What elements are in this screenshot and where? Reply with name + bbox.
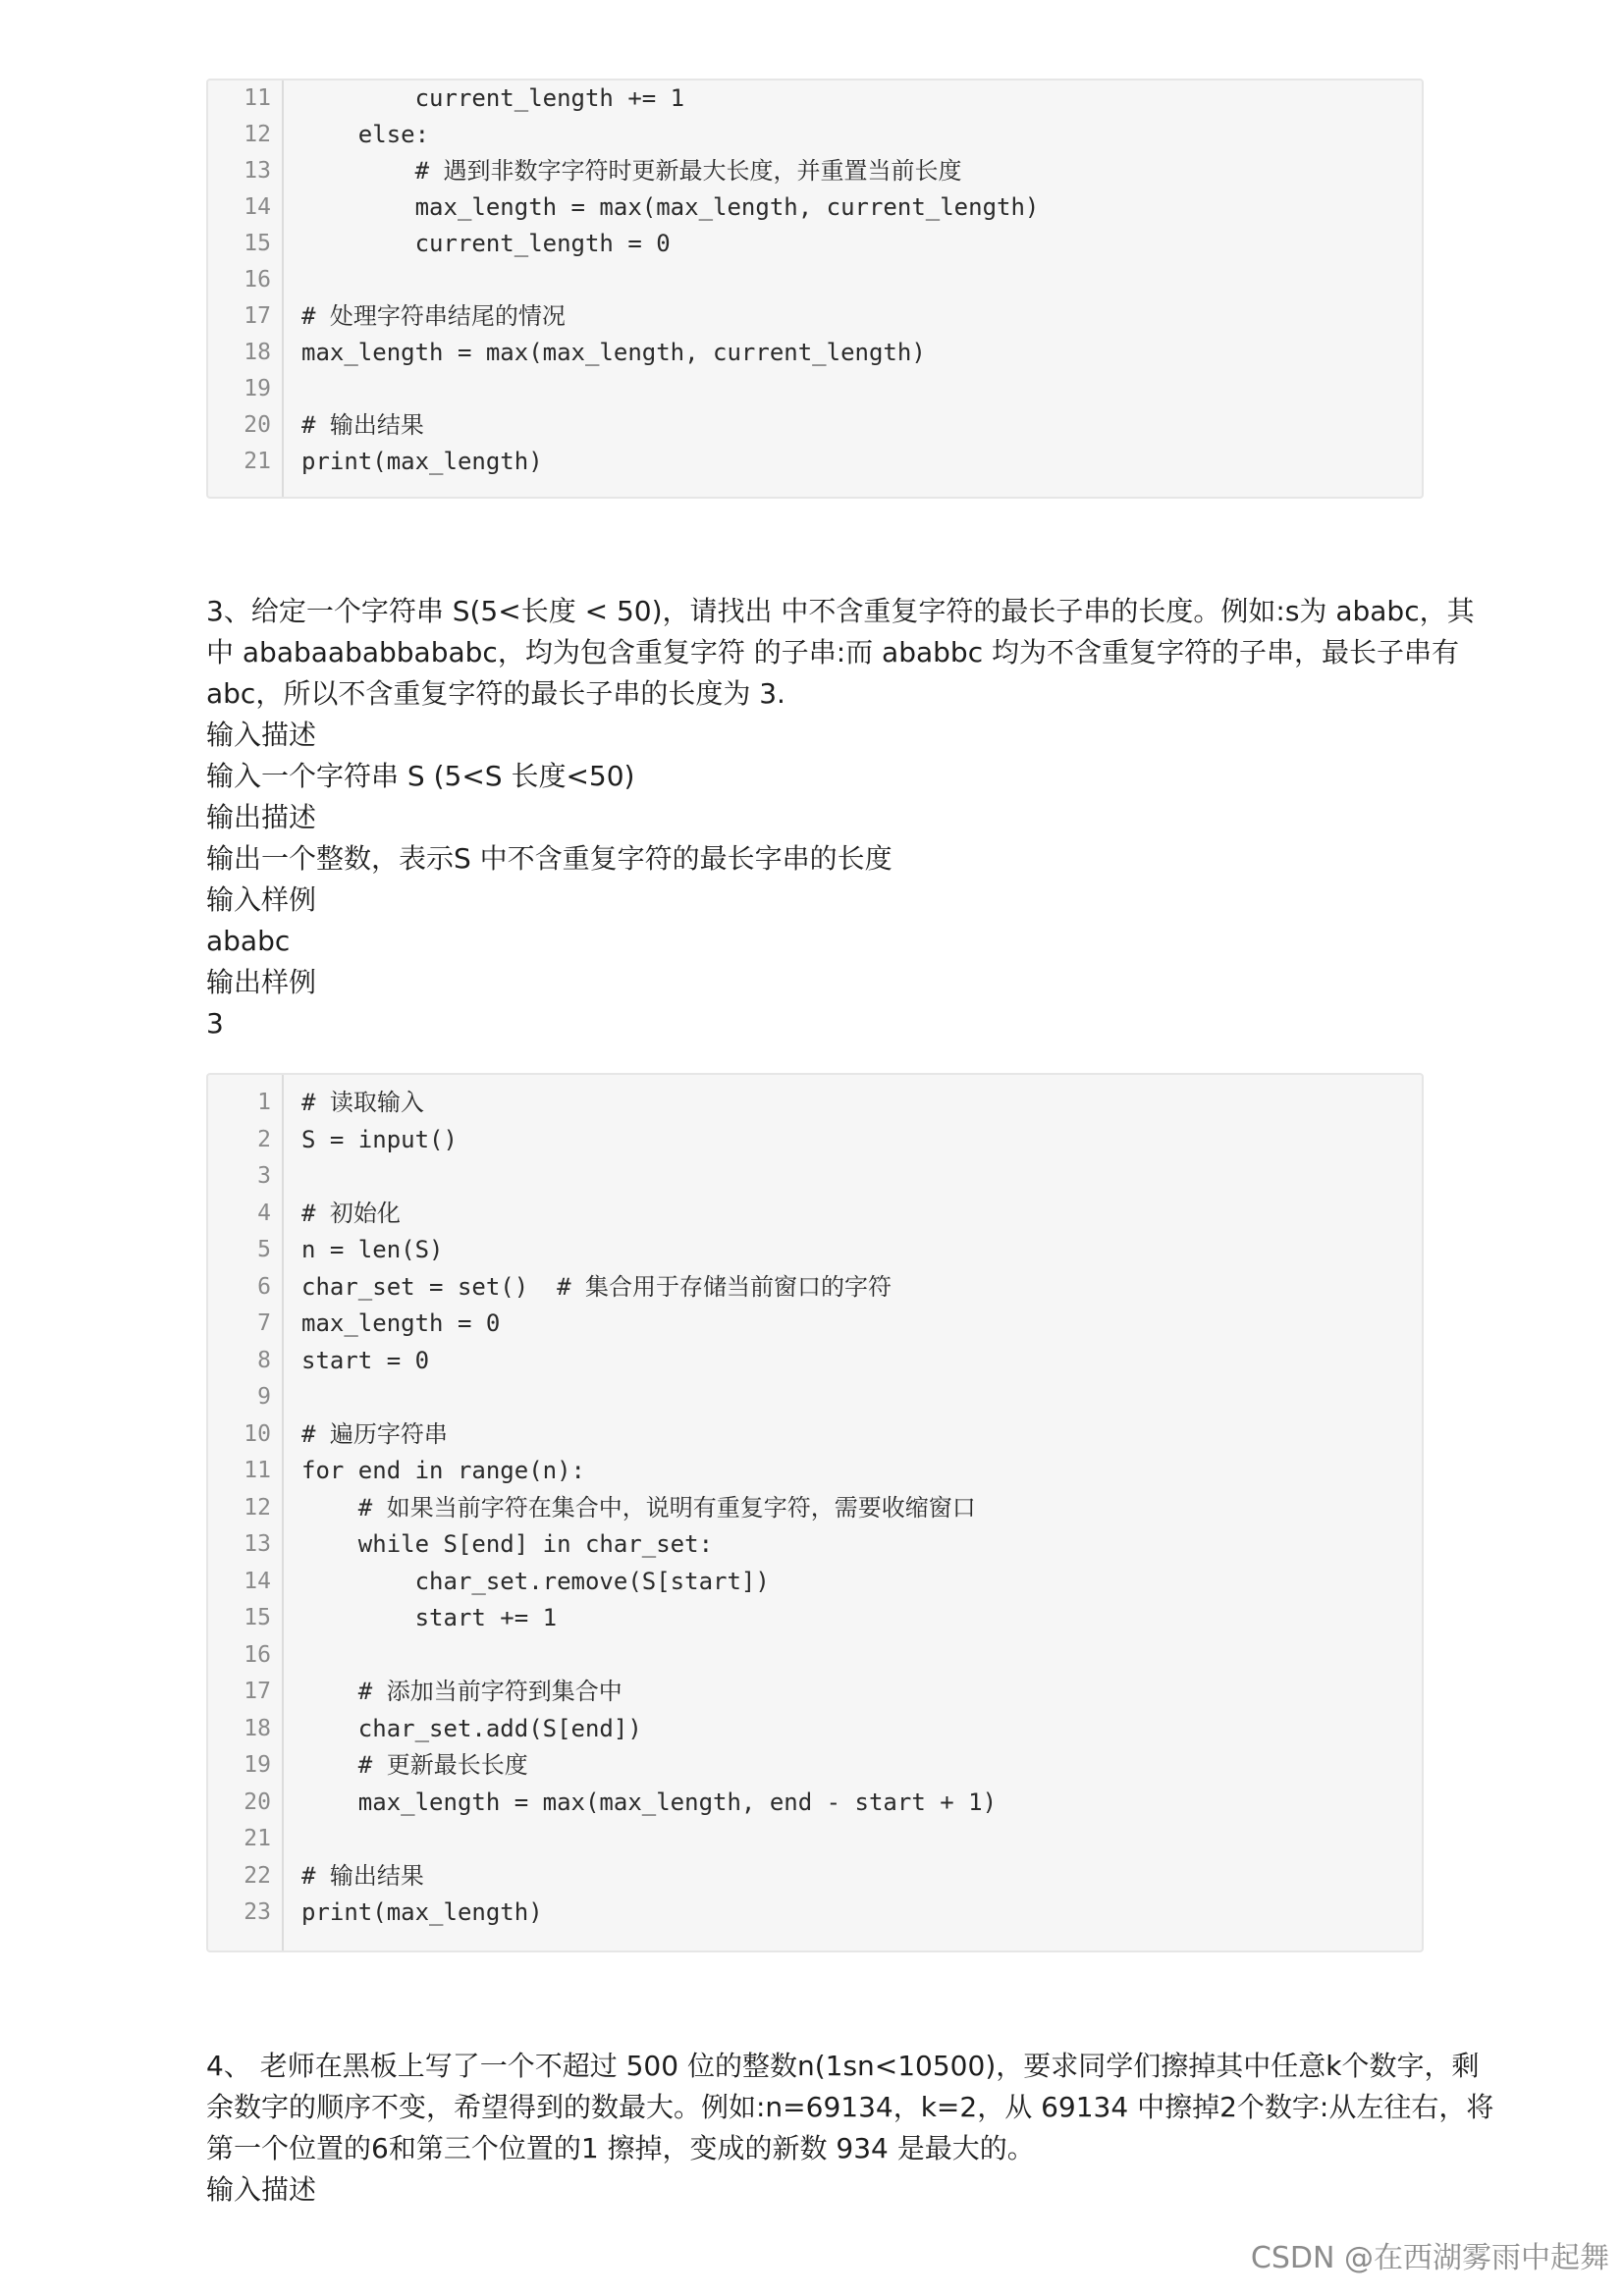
section-heading-input: 输入描述 [206,719,317,751]
line-number: 3 [257,1163,271,1189]
paragraph-line: 输入一个字符串 S (5<S 长度<50) [206,760,635,792]
section-heading-input-sample: 输入样例 [206,883,317,916]
line-number: 13 [243,1531,271,1557]
line-number: 15 [243,1605,271,1630]
line-number: 17 [243,303,271,329]
line-number: 6 [257,1273,271,1300]
code-text: max_length = 0 [301,1309,501,1337]
problem-4-text [206,2046,1494,2211]
line-number: 11 [243,85,271,111]
code-text: # 输出结果 [301,1861,424,1890]
sample-output: 3 [206,1007,224,1040]
line-number-gutter [282,1075,284,1950]
line-number: 13 [243,158,271,184]
line-number: 16 [243,267,271,293]
section-heading-input: 输入描述 [206,2173,317,2206]
paragraph-line: 第一个位置的6和第三个位置的1 擦掉，变成的新数 934 是最大的。 [206,2132,1035,2164]
line-number: 23 [243,1899,271,1925]
code-text: # 更新最长长度 [301,1751,528,1779]
code-text: # 遇到非数字字符时更新最大长度，并重置当前长度 [301,157,962,185]
code-text: current_length = 0 [301,230,671,257]
line-number: 2 [257,1126,271,1152]
code-text: # 如果当前字符在集合中，说明有重复字符，需要收缩窗口 [301,1493,976,1522]
code-text: while S[end] in char_set: [301,1530,714,1558]
line-number: 1 [257,1090,271,1115]
code-block-2 [206,1073,1424,1952]
line-number: 11 [243,1458,271,1483]
code-text: # 处理字符串结尾的情况 [301,302,566,330]
section-heading-output-sample: 输出样例 [206,966,317,998]
code-text: n = len(S) [301,1236,444,1263]
line-number: 16 [243,1641,271,1668]
line-number: 9 [257,1384,271,1410]
line-number: 4 [257,1200,271,1226]
line-number: 8 [257,1347,271,1373]
code-text: print(max_length) [301,1898,543,1926]
line-number: 21 [243,1826,271,1851]
sample-input: ababc [206,925,291,957]
paragraph-line: 中 ababaababbababc，均为包含重复字符 的子串:而 ababbc 均为不含重复字符的子串，最长子串有 [206,636,1459,668]
code-text: current_length += 1 [301,84,685,112]
code-text: S = input() [301,1125,458,1153]
code-text: char_set = set() # 集合用于存储当前窗口的字符 [301,1272,892,1301]
line-number: 14 [243,194,271,220]
code-text: # 输出结果 [301,411,424,439]
line-number: 15 [243,231,271,256]
paragraph-line: 输出一个整数，表示S 中不含重复字符的最长字串的长度 [206,842,893,875]
code-text: char_set.remove(S[start]) [301,1567,770,1595]
code-block-1 [206,79,1424,499]
problem-3-text [206,591,1475,1044]
line-number: 12 [243,1494,271,1521]
code-text: # 初始化 [301,1199,401,1227]
line-number: 21 [243,449,271,474]
csdn-watermark: CSDN @在西湖雾雨中起舞 [1250,2241,1609,2275]
line-number: 18 [243,340,271,365]
paragraph-line: abc，所以不含重复字符的最长子串的长度为 3. [206,677,785,710]
paragraph-line: 4、 老师在黑板上写了一个不超过 500 位的整数n(1sn<10500)，要求同学们擦掉其中任意k个数字，剩 [206,2050,1480,2082]
line-number: 19 [243,1752,271,1778]
code-text: start = 0 [301,1346,430,1374]
code-text: max_length = max(max_length, end - start + 1) [301,1788,998,1816]
section-heading-output: 输出描述 [206,801,317,833]
code-text: max_length = max(max_length, current_length) [301,339,926,366]
code-text: # 读取输入 [301,1089,424,1116]
line-number: 10 [243,1420,271,1447]
code-text: # 添加当前字符到集合中 [301,1678,622,1705]
line-number: 19 [243,376,271,401]
line-number: 20 [243,1789,271,1815]
line-number: 18 [243,1715,271,1741]
paragraph-line: 余数字的顺序不变，希望得到的数最大。例如:n=69134，k=2，从 69134 中擦掉2个数字:从左往右，将 [206,2091,1494,2123]
line-number: 7 [257,1310,271,1336]
line-number: 12 [243,122,271,147]
code-text: char_set.add(S[end]) [301,1714,642,1742]
paragraph-line: 3、给定一个字符串 S(5<长度 < 50)，请找出 中不含重复字符的最长子串的长度。例如:s为 ababc，其 [206,595,1475,627]
code-text: else: [301,121,430,148]
code-text: start += 1 [301,1604,558,1631]
line-number: 20 [243,412,271,438]
code-text: # 遍历字符串 [301,1419,448,1448]
line-number: 17 [243,1679,271,1704]
line-number: 5 [257,1237,271,1262]
code-text: print(max_length) [301,448,543,475]
line-number-gutter [282,80,284,497]
code-text: max_length = max(max_length, current_length) [301,193,1040,221]
line-number: 22 [243,1862,271,1889]
line-number: 14 [243,1568,271,1594]
code-text: for end in range(n): [301,1457,585,1484]
